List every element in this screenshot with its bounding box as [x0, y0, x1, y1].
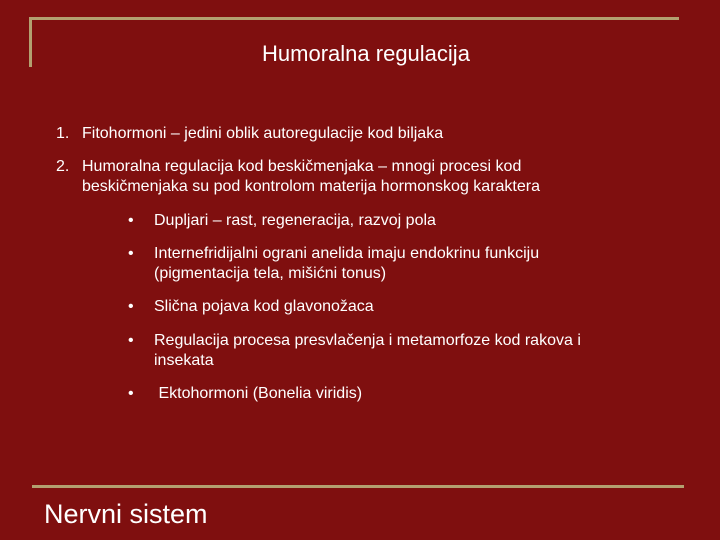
bullet-text: Ektohormoni (Bonelia viridis) [154, 385, 363, 402]
bullet-mark: • [128, 245, 134, 262]
bullet-item-3 [128, 297, 674, 317]
numbered-item-1 [56, 124, 662, 144]
bullet-mark: • [128, 212, 134, 229]
bullet-item-1 [128, 211, 674, 231]
slide-title: Humoralna regulacija [262, 41, 470, 66]
bullet-item-2 [128, 244, 624, 284]
bullet-item-5 [128, 384, 674, 404]
item-text: Humoralna regulacija kod beskičmenjaka – mnogi procesi kod beskičmenjaka su pod kontrolom materija hormonskog karaktera [82, 158, 540, 195]
bullet-text: Slična pojava kod glavonožaca [154, 298, 374, 315]
numbered-item-2 [56, 157, 582, 197]
bullet-mark: • [128, 298, 134, 315]
item-number: 1. [56, 125, 70, 142]
item-text: Fitohormoni – jedini oblik autoregulacije kod biljaka [82, 125, 444, 142]
frame-bottom-line [32, 485, 684, 488]
footer-title: Nervni sistem [44, 499, 208, 529]
item-number: 2. [56, 158, 70, 175]
bullet-item-4 [128, 331, 644, 371]
bullet-mark: • [128, 332, 134, 349]
frame-top-line [29, 17, 679, 20]
bullet-text: Internefridijalni ograni anelida imaju endokrinu funkciju (pigmentacija tela, mišićni tonus) [154, 245, 540, 282]
bullet-mark: • [128, 385, 134, 402]
bullet-text: Regulacija procesa presvlačenja i metamorfoze kod rakova i insekata [154, 332, 581, 369]
bullet-text: Dupljari – rast, regeneracija, razvoj pola [154, 212, 436, 229]
